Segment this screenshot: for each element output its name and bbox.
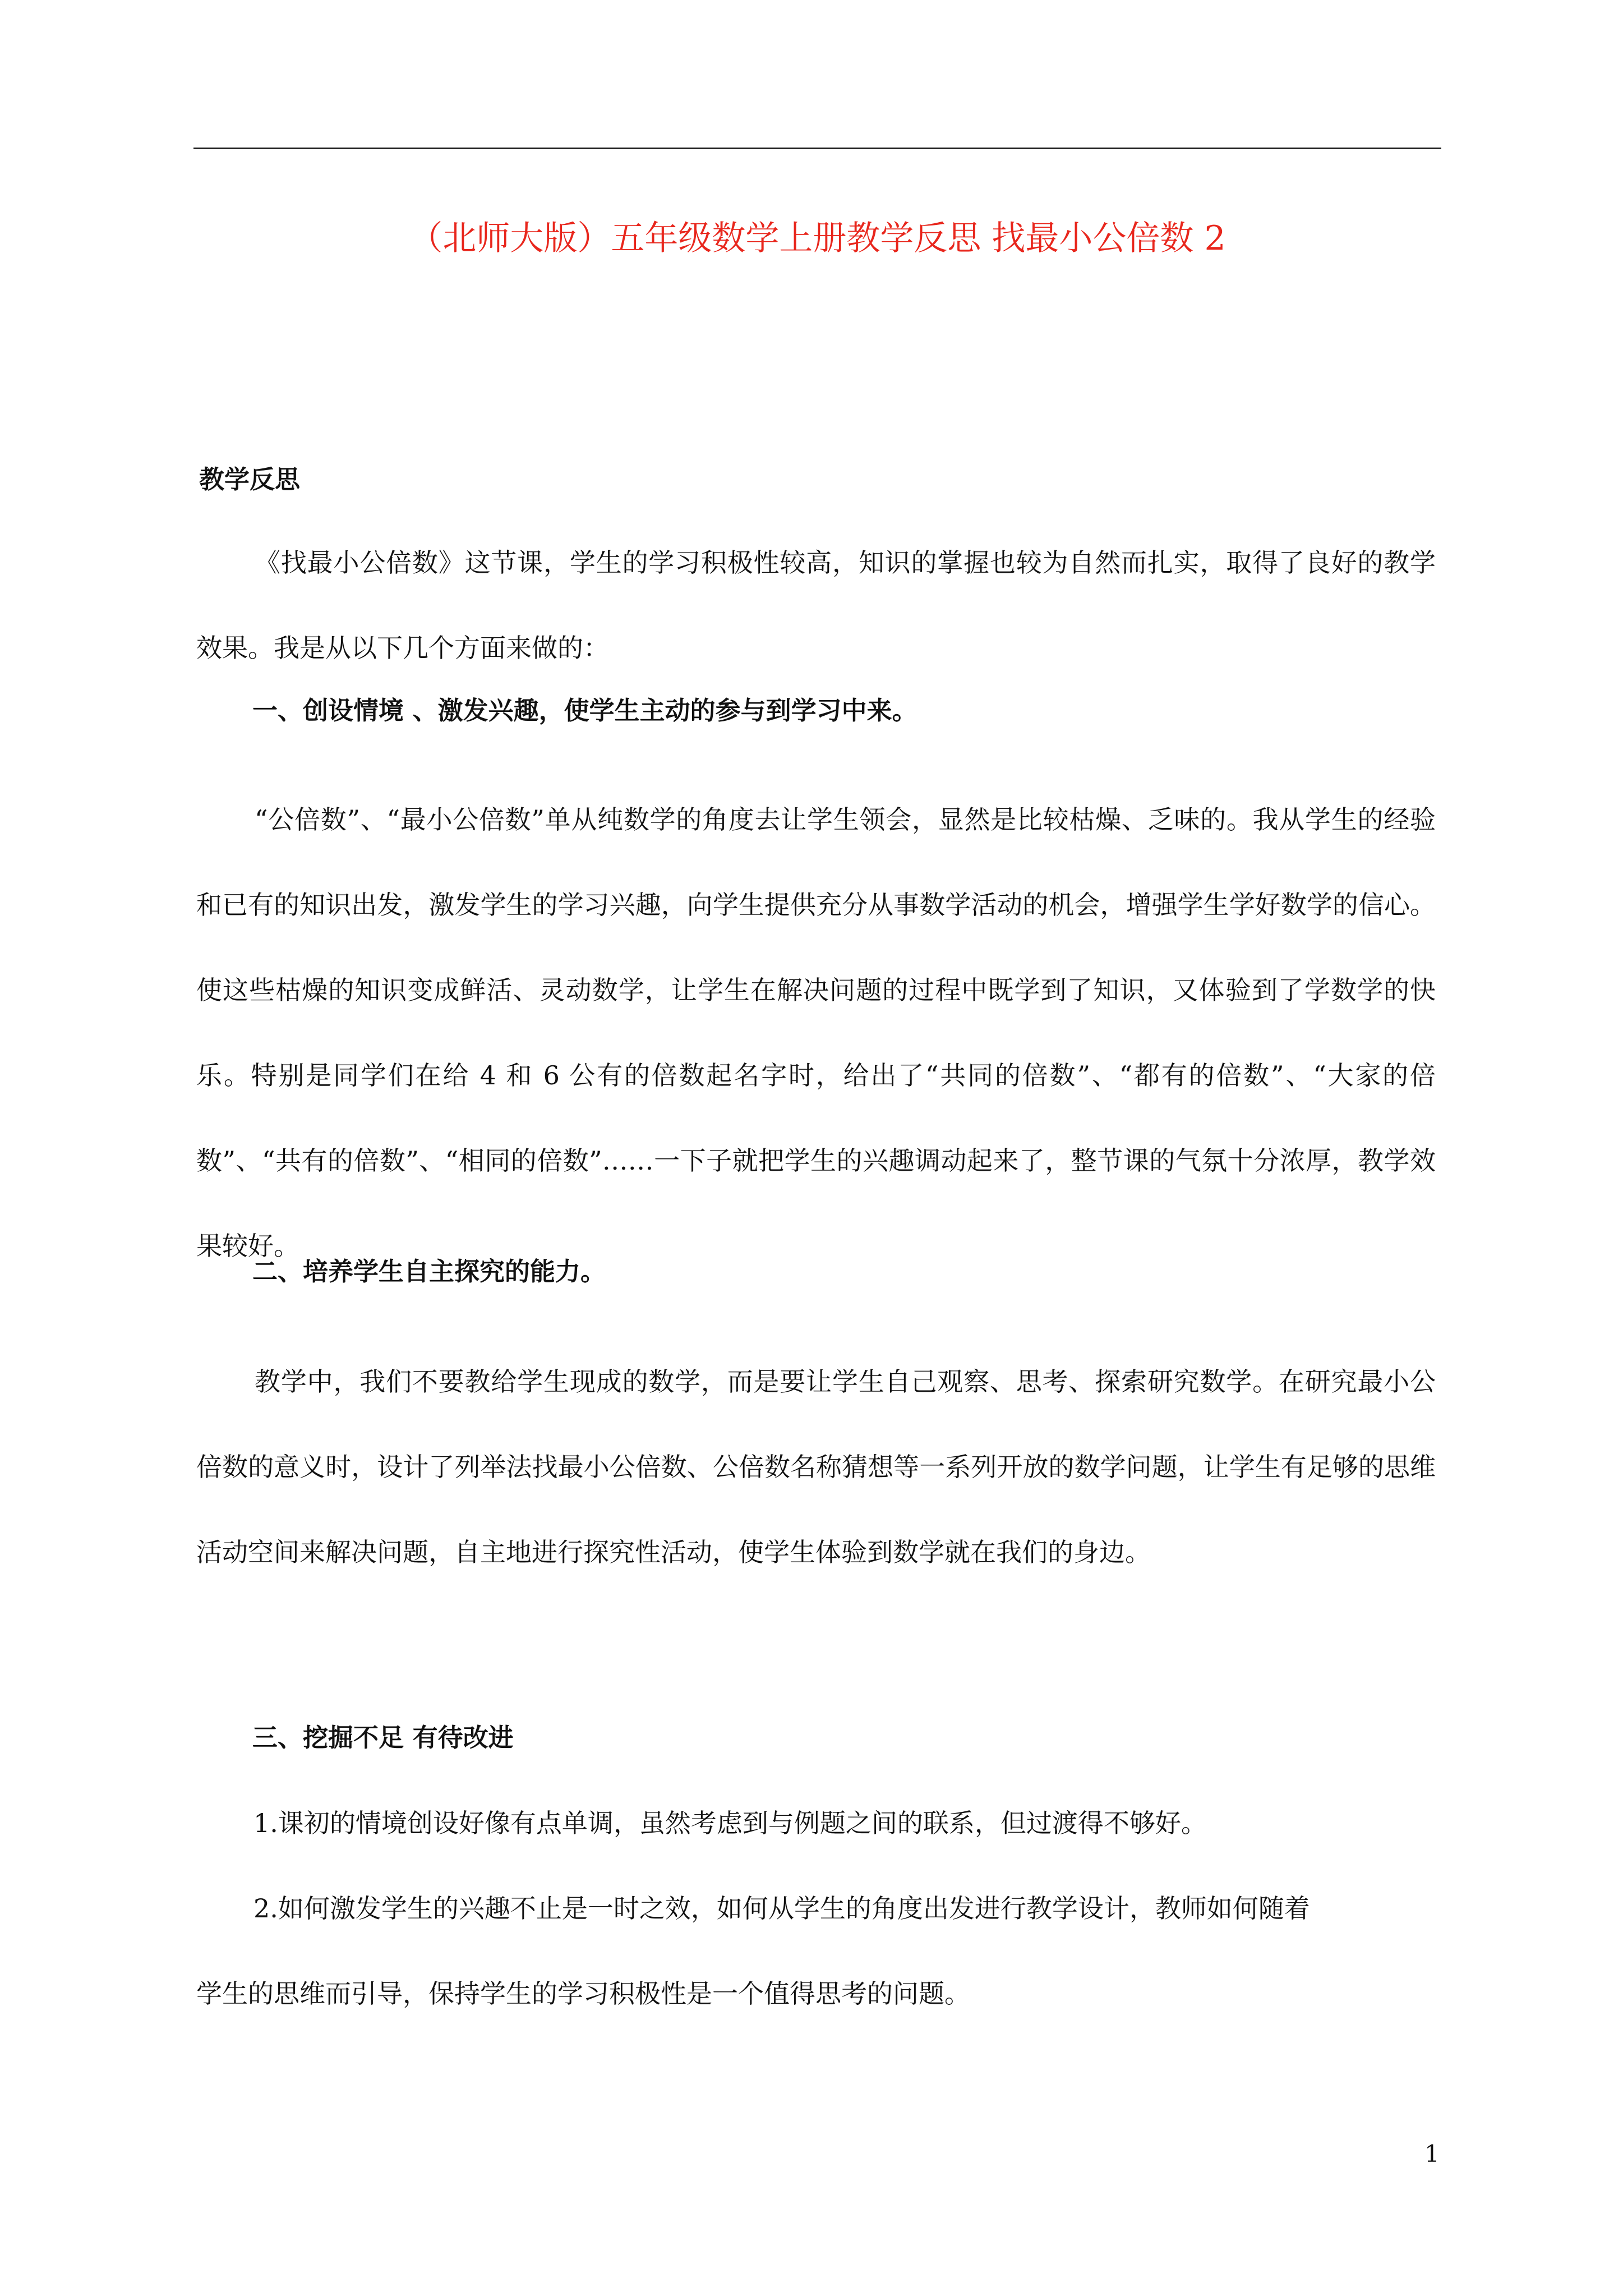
intro-paragraph: 《找最小公倍数》这节课，学生的学习积极性较高，知识的掌握也较为自然而扎实，取得了良好的教学效果。我是从以下几个方面来做的： xyxy=(196,547,1436,663)
paragraph-1: “公倍数”、“最小公倍数”单从纯数学的角度去让学生领会，显然是比较枯燥、乏味的。我从学生的经验和已有的知识出发，激发学生的学习兴趣，向学生提供充分从事数学活动的机会，增强学生学好数学的信心。使这些枯燥的知识变成鲜活、灵动数学，让学生在解决问题的过程中既学到了知识，又体验到了学数学的快乐。特别是同学们在给 4 和 6 公有的倍数起名字时，给出了“共同的倍数”、“都有的倍数”、“大家的倍数”、“共有的倍数”、“相同的倍数”……一下子就把学生的兴趣调动起来了，整节课的气氛十分浓厚，教学效果较好。 xyxy=(196,804,1436,1261)
section-label: 教学反思 xyxy=(199,464,301,494)
list-item-2-line-1: 2.如何激发学生的兴趣不止是一时之效，如何从学生的角度出发进行教学设计，教师如何随着 xyxy=(253,1893,1310,1924)
paragraph-2: 教学中，我们不要教给学生现成的数学，而是要让学生自己观察、思考、探索研究数学。在研究最小公倍数的意义时，设计了列举法找最小公倍数、公倍数名称猜想等一系列开放的数学问题，让学生有足够的思维活动空间来解决问题，自主地进行探究性活动，使学生体验到数学就在我们的身边。 xyxy=(196,1366,1436,1567)
heading-1: 一、创设情境 、激发兴趣，使学生主动的参与到学习中来。 xyxy=(252,696,917,725)
document-title: （北师大版）五年级数学上册教学反思 找最小公倍数 2 xyxy=(409,219,1226,258)
page-number: 1 xyxy=(1424,2140,1440,2168)
header-rule xyxy=(193,148,1441,149)
list-item-2-line-2: 学生的思维而引导，保持学生的学习积极性是一个值得思考的问题。 xyxy=(196,1978,970,2009)
heading-2: 二、培养学生自主探究的能力。 xyxy=(252,1257,606,1286)
list-item-1: 1.课初的情境创设好像有点单调，虽然考虑到与例题之间的联系，但过渡得不够好。 xyxy=(253,1808,1207,1838)
heading-3: 三、挖掘不足 有待改进 xyxy=(252,1723,514,1752)
